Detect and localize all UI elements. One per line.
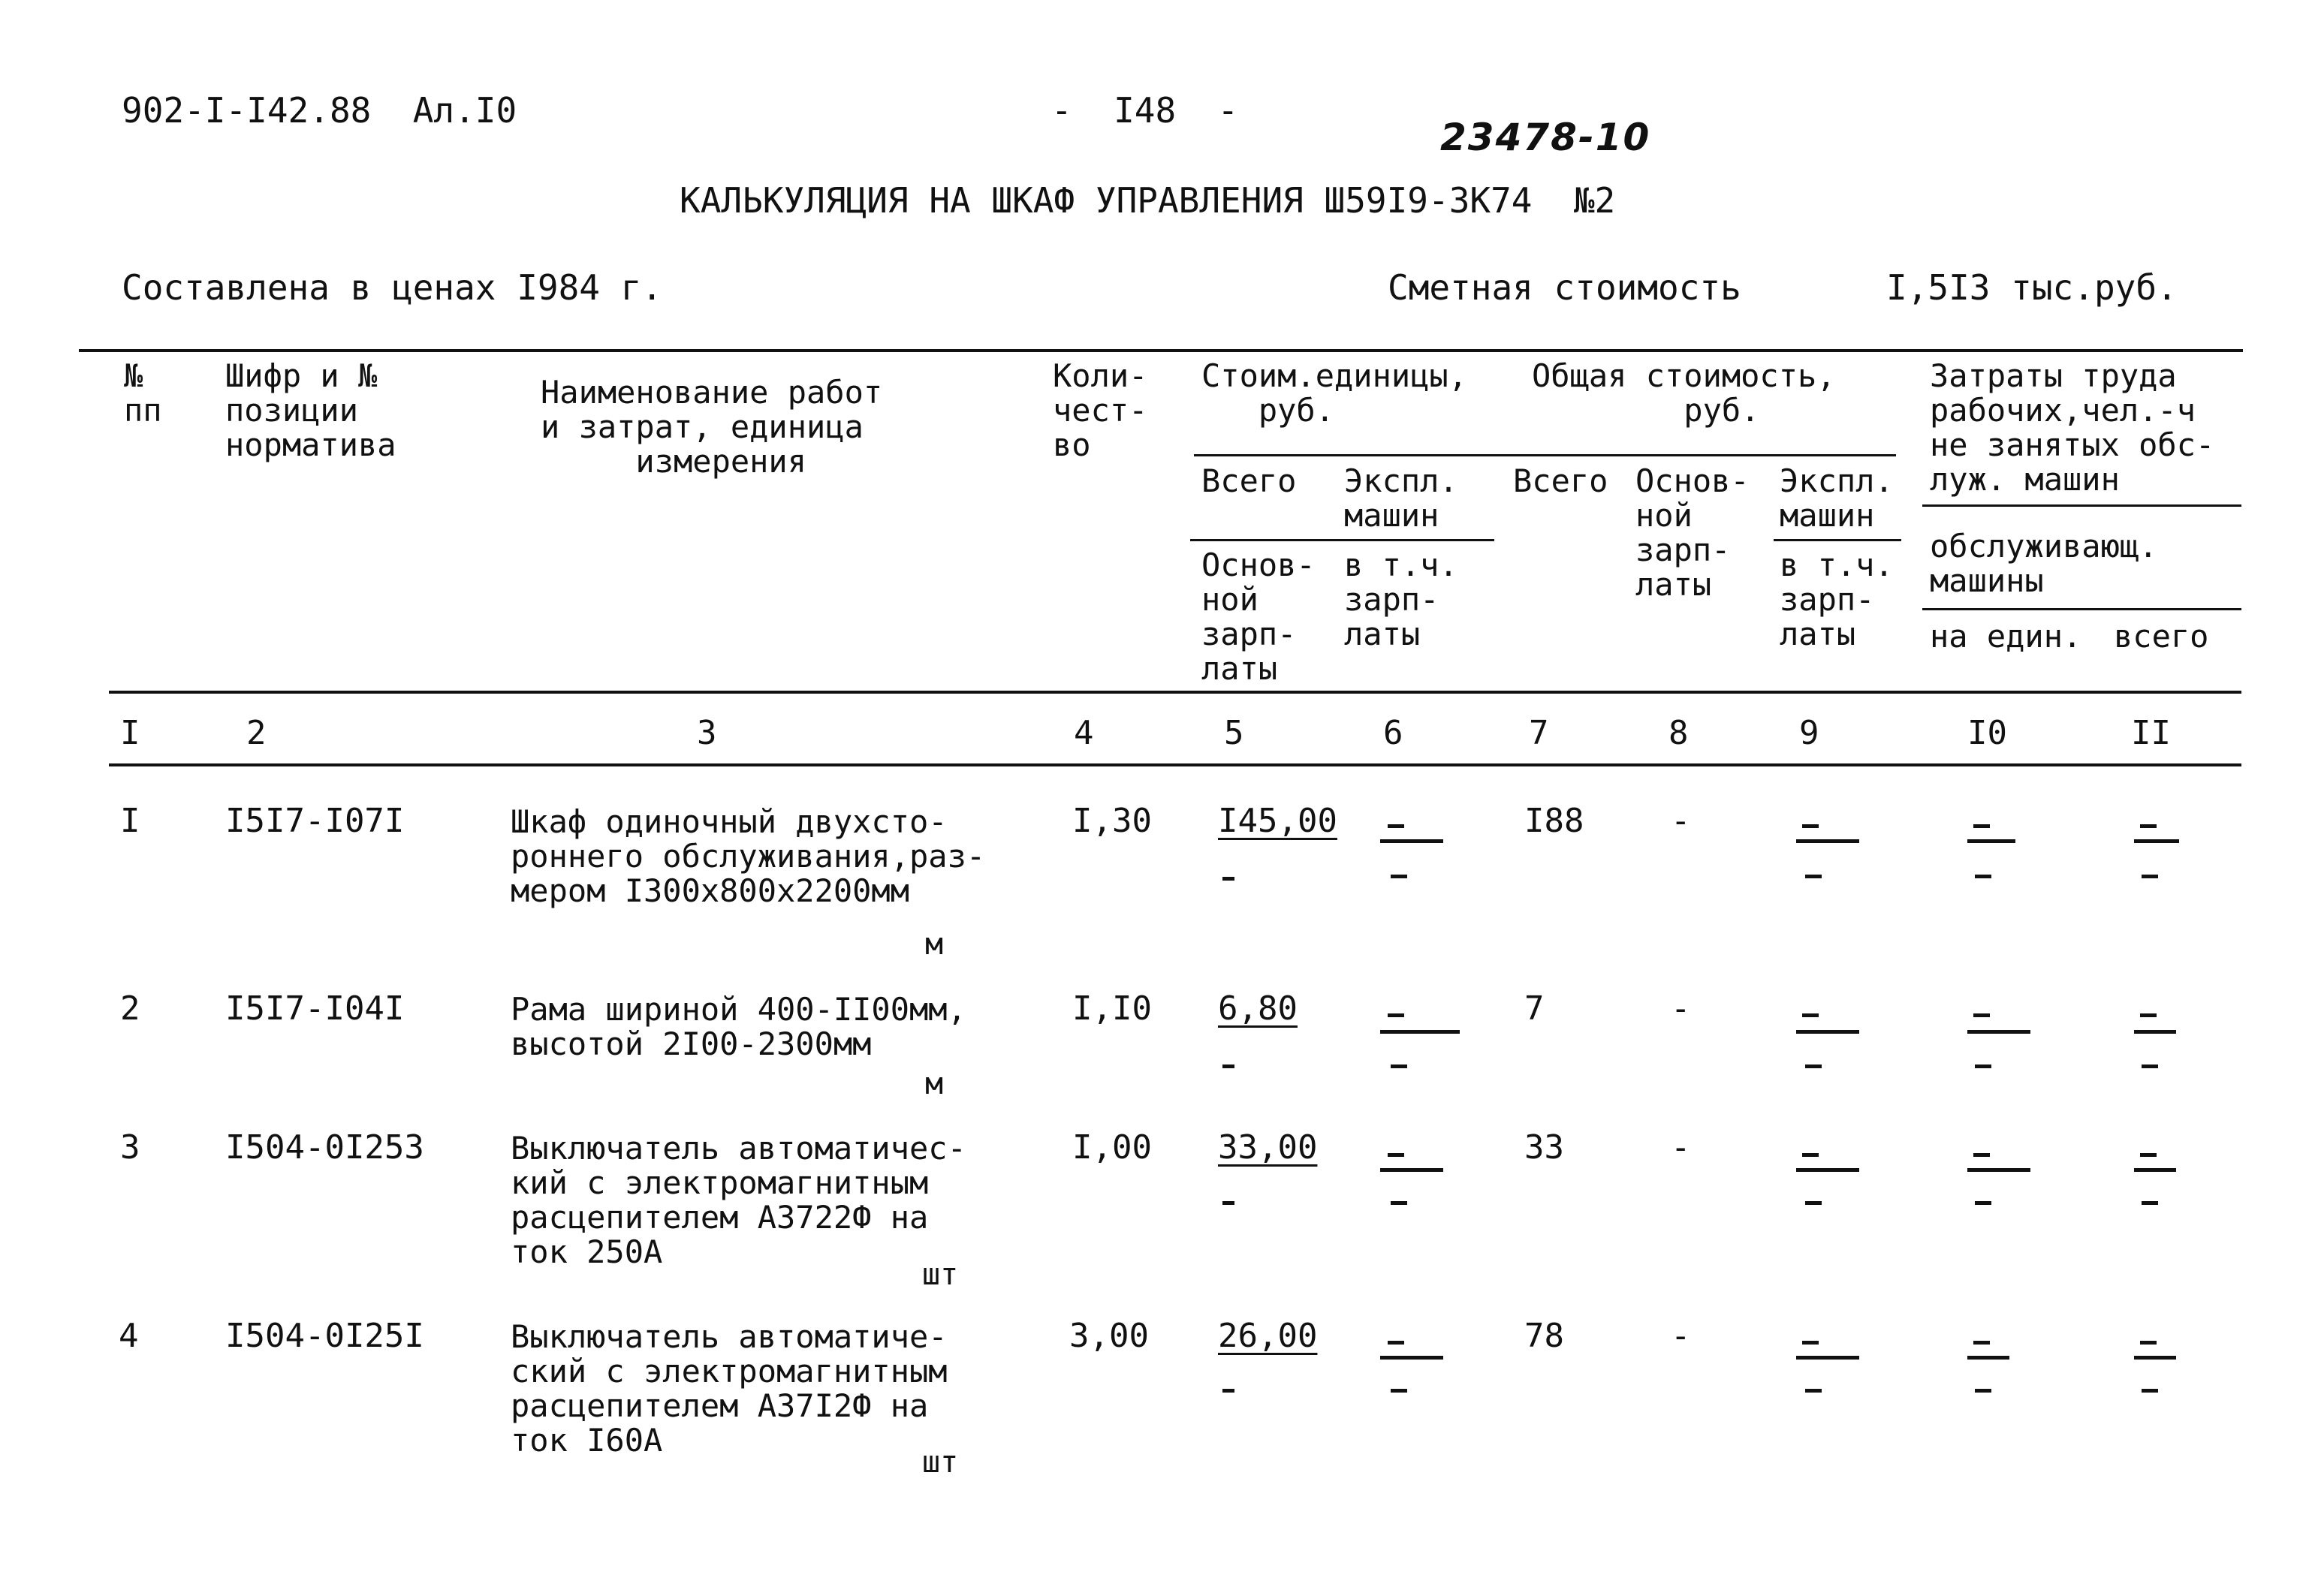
row-unit: шт [922, 1257, 959, 1292]
row-total: 33 [1524, 1128, 1564, 1167]
dash-mark [1967, 1030, 2030, 1034]
rule-under-total-mach [1774, 539, 1901, 541]
row-unit: м [925, 1067, 944, 1101]
row-total-wage: - [1671, 1128, 1691, 1167]
dash-mark [1967, 1356, 2009, 1360]
dash-mark [1973, 1341, 1990, 1345]
row-unit-total: 6,80 [1218, 989, 1298, 1028]
row-name: Шкаф одиночный двухсто- роннего обслуживания,раз- мером I300x800x2200мм [511, 803, 986, 909]
dash-mark [1973, 1153, 1990, 1157]
dash-mark [1222, 877, 1234, 881]
header-code: Шифр и № позиции норматива [225, 357, 396, 463]
dash-mark [1388, 1153, 1404, 1157]
estimate-value: I,5I3 тыс.руб. [1886, 267, 2178, 308]
row-code: I5I7-I07I [225, 802, 405, 840]
row-number: 4 [119, 1317, 139, 1355]
dash-mark [1802, 1153, 1819, 1157]
col-number-5: 5 [1224, 714, 1244, 752]
page-number: - I48 - [1051, 90, 1239, 131]
row-name: Выключатель автоматичес- кий с электромагнитным расцепителем А3722Ф на ток 250А [511, 1130, 966, 1270]
header-unit-cost: Стоим.единицы, руб. [1201, 357, 1468, 429]
col-number-1: I [120, 714, 140, 752]
estimate-label: Сметная стоимость [1388, 267, 1741, 308]
dash-mark [1802, 824, 1819, 828]
row-code: I5I7-I04I [225, 989, 405, 1028]
dash-mark [1388, 1341, 1404, 1345]
rule-under-labor [1922, 504, 2241, 507]
header-total-machine-wage: в т.ч. зарп- латы [1780, 547, 1894, 652]
handwritten-number: 23478-10 [1440, 116, 1651, 159]
dash-mark [1973, 824, 1990, 828]
row-quantity: I,I0 [1072, 989, 1152, 1028]
dash-mark [2142, 1201, 2158, 1205]
dash-mark [1391, 1201, 1407, 1205]
row-code: I504-0I25I [225, 1317, 424, 1355]
dash-mark [1967, 839, 2015, 843]
row-number: 2 [120, 989, 140, 1028]
dash-mark [1975, 1389, 1991, 1393]
header-labor-serving: обслуживающ. машины [1930, 528, 2158, 599]
dash-mark [1222, 1389, 1234, 1393]
col-number-2: 2 [246, 714, 267, 752]
dash-mark [1380, 839, 1443, 843]
dash-mark [1805, 875, 1822, 878]
dash-mark [1796, 1030, 1859, 1034]
header-bottom-rule [109, 691, 2241, 694]
row-number: 3 [120, 1128, 140, 1167]
header-unit-total: Всего [1201, 462, 1297, 499]
header-row-number: № пп [124, 357, 162, 429]
row-total: 7 [1524, 989, 1545, 1028]
dash-mark [1222, 1065, 1234, 1068]
dash-mark [2140, 824, 2157, 828]
row-total: 78 [1524, 1317, 1564, 1355]
dash-mark [1380, 1168, 1443, 1172]
dash-mark [1802, 1341, 1819, 1345]
dash-mark [2142, 1065, 2158, 1068]
header-labor: Затраты труда рабочих,чел.-ч не занятых обс- луж. машин [1930, 357, 2215, 498]
dash-mark [1975, 875, 1991, 878]
dash-mark [2142, 1389, 2158, 1393]
rule-under-unit-mach [1190, 539, 1494, 541]
col-numbers-rule [109, 763, 2241, 766]
col-number-3: 3 [697, 714, 717, 752]
document-code: 902-I-I42.88 Ал.I0 [122, 90, 517, 131]
dash-mark [2134, 1030, 2176, 1034]
row-number: I [120, 802, 140, 840]
dash-mark [1805, 1201, 1822, 1205]
header-total-wage: Основ- ной зарп- латы [1635, 462, 1750, 603]
dash-mark [1975, 1201, 1991, 1205]
row-quantity: I,00 [1072, 1128, 1152, 1167]
dash-mark [2134, 1168, 2176, 1172]
dash-mark [2140, 1013, 2157, 1017]
row-total-wage: - [1671, 1317, 1691, 1355]
row-name: Рама шириной 400-II00мм, высотой 2I00-2300мм [511, 991, 966, 1062]
col-number-4: 4 [1074, 714, 1094, 752]
header-unit-machines: Экспл. машин [1344, 462, 1458, 534]
dash-mark [2134, 839, 2179, 843]
prices-year: Составлена в ценах I984 г. [122, 267, 663, 308]
dash-mark [1391, 1065, 1407, 1068]
dash-mark [1805, 1389, 1822, 1393]
row-total-wage: - [1671, 989, 1691, 1028]
dash-mark [1222, 1201, 1234, 1205]
col-number-8: 8 [1668, 714, 1689, 752]
rule-under-cost-groups [1194, 454, 1896, 456]
dash-mark [2140, 1341, 2157, 1345]
row-quantity: I,30 [1072, 802, 1152, 840]
row-quantity: 3,00 [1069, 1317, 1149, 1355]
dash-mark [1391, 875, 1407, 878]
dash-mark [2142, 875, 2158, 878]
header-total-cost: Общая стоимость, руб. [1532, 357, 1836, 429]
row-unit: шт [922, 1445, 959, 1480]
header-labor-per-unit: на един. [1930, 618, 2082, 655]
dash-mark [1388, 1013, 1404, 1017]
col-number-6: 6 [1383, 714, 1403, 752]
rule-under-labor-serv [1922, 608, 2241, 610]
dash-mark [1973, 1013, 1990, 1017]
row-total-wage: - [1671, 802, 1691, 840]
document-title: КАЛЬКУЛЯЦИЯ НА ШКАФ УПРАВЛЕНИЯ Ш59I9-ЗК74 №2 [680, 180, 1616, 221]
row-code: I504-0I253 [225, 1128, 424, 1167]
dash-mark [1391, 1389, 1407, 1393]
row-total: I88 [1524, 802, 1584, 840]
dash-mark [1796, 1356, 1859, 1360]
dash-mark [1380, 1030, 1460, 1034]
row-unit-total: I45,00 [1218, 802, 1337, 840]
header-total-machines: Экспл. машин [1780, 462, 1894, 534]
dash-mark [1805, 1065, 1822, 1068]
header-unit-machine-wage: в т.ч. зарп- латы [1344, 547, 1458, 652]
col-number-9: 9 [1799, 714, 1819, 752]
dash-mark [1967, 1168, 2030, 1172]
header-quantity: Коли- чест- во [1053, 357, 1148, 463]
table-top-rule [79, 349, 2243, 352]
row-unit-total: 33,00 [1218, 1128, 1318, 1167]
col-number-11: II [2131, 714, 2171, 752]
header-unit-wage: Основ- ной зарп- латы [1201, 547, 1316, 687]
dash-mark [1796, 839, 1859, 843]
col-number-10: I0 [1967, 714, 2007, 752]
header-labor-total: всего [2114, 618, 2209, 655]
dash-mark [1975, 1065, 1991, 1068]
header-name: Наименование работ и затрат, единица измерения [541, 374, 883, 480]
dash-mark [2134, 1356, 2176, 1360]
row-unit-total: 26,00 [1218, 1317, 1318, 1355]
dash-mark [2140, 1153, 2157, 1157]
dash-mark [1796, 1168, 1859, 1172]
header-total-sum: Всего [1513, 462, 1608, 499]
row-unit: м [925, 927, 944, 962]
dash-mark [1802, 1013, 1819, 1017]
row-name: Выключатель автоматиче- ский с электромагнитным расцепителем А37I2Ф на ток I60А [511, 1318, 948, 1459]
dash-mark [1388, 824, 1404, 828]
col-number-7: 7 [1529, 714, 1549, 752]
dash-mark [1380, 1356, 1443, 1360]
